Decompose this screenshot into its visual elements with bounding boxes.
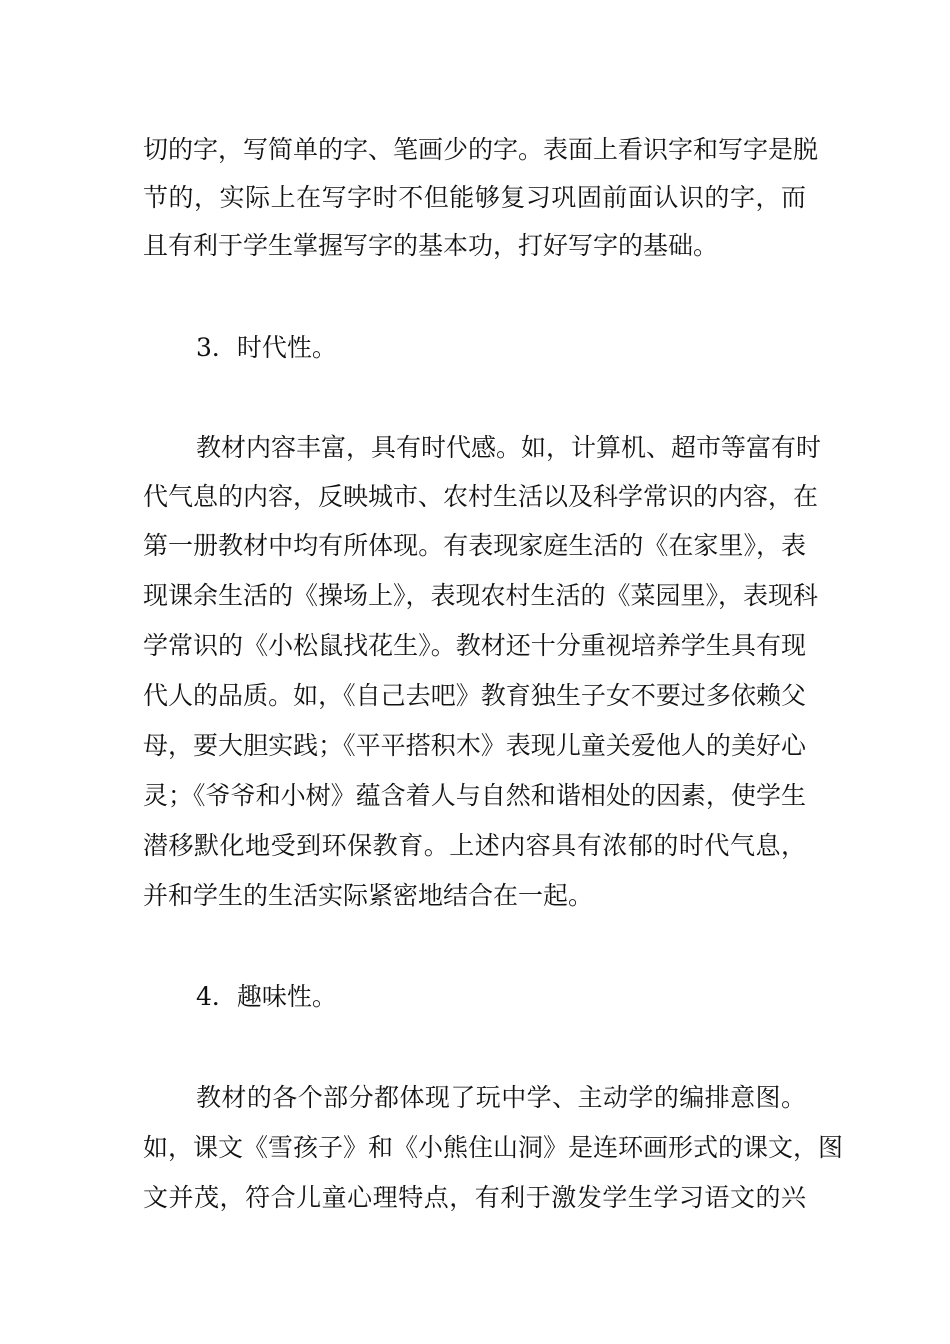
paragraph-line: 且有利于学生掌握写字的基本功，打好写字的基础。 [143,231,719,260]
paragraph-line: 并和学生的生活实际紧密地结合在一起。 [143,881,594,910]
paragraph-line: 节的，实际上在写字时不但能够复习巩固前面认识的字，而 [143,183,806,212]
paragraph-line: 教材内容丰富，具有时代感。如，计算机、超市等富有时 [196,433,822,462]
paragraph-line: 文并茂，符合儿童心理特点，有利于激发学生学习语文的兴 [143,1183,806,1212]
section-heading-3: 3．时代性。 [196,333,337,362]
paragraph-line: 母，要大胆实践；《平平搭积木》表现儿童关爱他人的美好心 [143,731,806,760]
paragraph-line: 代气息的内容，反映城市、农村生活以及科学常识的内容，在 [143,482,819,511]
paragraph-line: 灵；《爷爷和小树》蕴含着人与自然和谐相处的因素，使学生 [143,781,806,810]
paragraph-line: 教材的各个部分都体现了玩中学、主动学的编排意图。 [196,1083,806,1112]
paragraph-line: 潜移默化地受到环保教育。上述内容具有浓郁的时代气息， [143,831,806,860]
section-heading-4: 4．趣味性。 [196,982,337,1011]
paragraph-line: 学常识的《小松鼠找花生》。教材还十分重视培养学生具有现 [143,631,806,660]
paragraph-line: 第一册教材中均有所体现。有表现家庭生活的《在家里》，表 [143,531,806,560]
paragraph-line: 现课余生活的《操场上》，表现农村生活的《菜园里》，表现科 [143,581,819,610]
paragraph-line: 如，课文《雪孩子》和《小熊住山洞》是连环画形式的课文，图 [143,1133,844,1162]
paragraph-line: 切的字，写简单的字、笔画少的字。表面上看识字和写字是脱 [143,135,819,164]
paragraph-line: 代人的品质。如，《自己去吧》教育独生子女不要过多依赖父 [143,681,806,710]
